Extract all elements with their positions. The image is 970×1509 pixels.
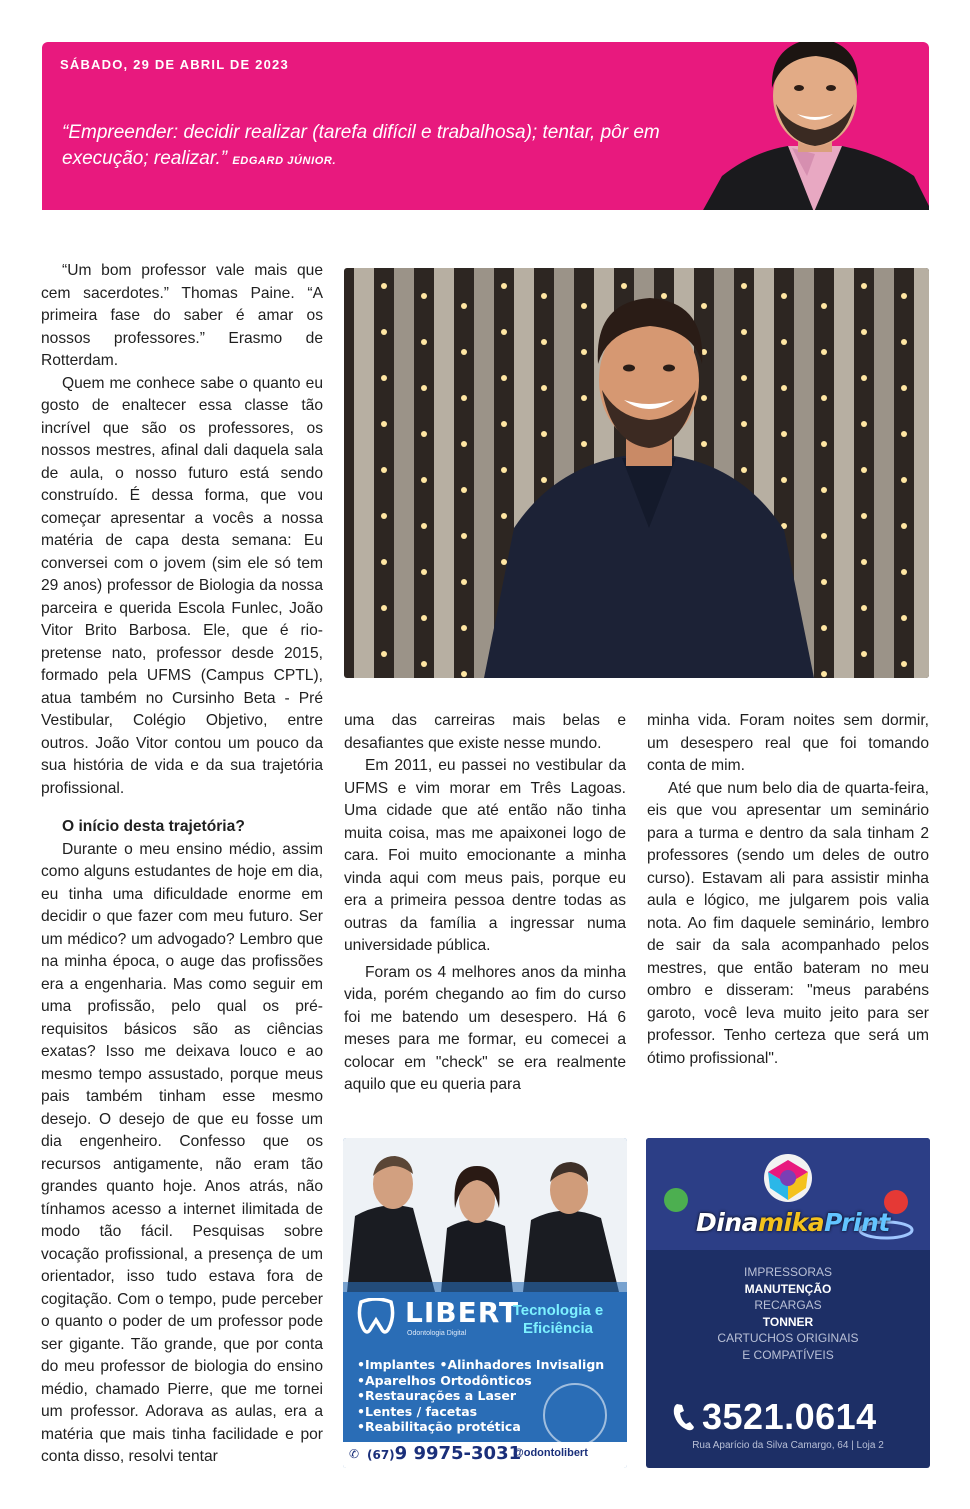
string-light [381, 329, 387, 335]
whatsapp-icon: ✆ [349, 1447, 360, 1461]
service-item: •Implantes •Alinhadores Invisalign [357, 1357, 605, 1372]
string-light [541, 431, 547, 437]
service-item: TONNER [762, 1314, 814, 1329]
article-paragraph: Durante o meu ensino médio, assim como alguns estudantes de hoje em dia, eu tinha uma dificuldade enorme em decidir o que fazer com meu futuro. Ser um médico? um advogado? Lembro que na minha época, o auge das profissões era a engenharia. Mas como seguir em uma profissão, pelo qual os pré-requisitos básicos são as ciências exatas? Isso me deixava louco e ao mesmo tempo assustado, porque meus pais também tinham esse mesmo desejo. O desejo de que eu fosse um dia engenheiro. Confesso que os recursos antigamente, não eram tão grandes quanto hoje. Anos atrás, não tínhamos acesso a internet ilimitada de modo tão fácil. Pesquisas sobre vocação profissional, a presença de um orientador, isso tudo estava fora de cogitação. Com o tempo, pude perceber o quanto o poder de um professor pode ser gigante. Tão grande, que por conta do meu professor de biologia do ensino médio, chamado Pierre, que me tornei um professor. Adorava as aulas, era a matéria que mais tinha facilidade e por conta disso, resolvi tentar [41, 840, 323, 1465]
string-light [861, 559, 867, 565]
string-light [741, 375, 747, 381]
string-light [381, 375, 387, 381]
string-light [381, 467, 387, 473]
article-paragraph: uma das carreiras mais belas e desafiantes que existe nesse mundo. [344, 712, 626, 752]
string-light [541, 385, 547, 391]
service-item: •Lentes / facetas [357, 1403, 478, 1419]
string-light [821, 303, 827, 309]
string-light [501, 513, 507, 519]
string-light [501, 329, 507, 335]
phone-icon [672, 1402, 696, 1432]
string-light [821, 395, 827, 401]
string-light [421, 523, 427, 529]
dinamika-address: Rua Aparício da Silva Camargo, 64 | Loja 2 [692, 1440, 884, 1451]
service-item: MANUTENÇÃO [744, 1281, 832, 1296]
string-light [461, 579, 467, 585]
string-light [861, 329, 867, 335]
article-subheading: O início desta trajetória? [62, 818, 245, 835]
string-light [741, 421, 747, 427]
string-light [581, 349, 587, 355]
string-light [421, 569, 427, 575]
string-light [541, 293, 547, 299]
string-light [421, 477, 427, 483]
article-paragraph: minha vida. Foram noites sem dormir, um desespero real que foi tomando conta de mim. [647, 712, 929, 774]
libert-services-list [357, 1357, 604, 1435]
string-light [461, 395, 467, 401]
string-light [381, 283, 387, 289]
string-light [381, 559, 387, 565]
string-light [781, 431, 787, 437]
article-paragraph: Quem me conhece sabe o quanto eu gosto de enaltecer essa classe tão incrível que são os professores, os nossos mestres, afinal dali daquela sala de aula, o nosso futuro está sendo construído. É dessa forma, que vou começar apresentar a vocês a nossa matéria de capa desta semana: Eu conversei com o jovem (sim ele só tem 29 anos) professor de Biologia da nossa parceira e querida Escola Funlec, João Vitor Brito Barbosa. Ele, que é rio-pretense nato, professor desde 2015, formado pela UFMS (Campus CPTL), atua também no Cursinho Beta - Pré Vestibular, Colégio Objetivo, entre outros. João Vitor contou um pouco da sua história de vida e da sua trajetória profissional. [41, 374, 323, 797]
string-light [861, 375, 867, 381]
libert-advertisement[interactable] [343, 1138, 627, 1468]
string-light [421, 385, 427, 391]
paragraph-gap [41, 800, 323, 816]
string-light [821, 349, 827, 355]
string-light [901, 661, 907, 667]
string-light [781, 477, 787, 483]
string-light [901, 615, 907, 621]
string-light [821, 441, 827, 447]
dinamika-services-list [646, 1264, 930, 1363]
string-light [901, 431, 907, 437]
curtain-stripe [434, 268, 454, 678]
string-light [741, 467, 747, 473]
string-light [501, 283, 507, 289]
string-light [821, 671, 827, 677]
string-light [501, 559, 507, 565]
publication-date: SÁBADO, 29 DE ABRIL DE 2023 [60, 57, 289, 72]
string-light [381, 513, 387, 519]
string-light [421, 615, 427, 621]
string-light [581, 303, 587, 309]
string-light [581, 395, 587, 401]
string-light [781, 385, 787, 391]
string-light [861, 467, 867, 473]
service-item: •Aparelhos Ortodônticos [357, 1372, 532, 1388]
string-light [781, 293, 787, 299]
string-light [861, 421, 867, 427]
string-light [901, 293, 907, 299]
string-light [741, 329, 747, 335]
string-light [821, 579, 827, 585]
libert-social-handle[interactable]: @odontolibert [513, 1447, 588, 1459]
string-light [901, 385, 907, 391]
string-light [461, 349, 467, 355]
string-light [901, 523, 907, 529]
curtain-stripe [354, 268, 374, 678]
libert-tagline: Tecnologia e Eficiência [512, 1302, 604, 1337]
string-light [821, 533, 827, 539]
dinamika-phone[interactable]: 3521.0614 [702, 1396, 877, 1437]
libert-brand-subtitle: Odontologia Digital [407, 1330, 467, 1337]
quote-text: “Empreender: decidir realizar (tarefa difícil e trabalhosa); tentar, pôr em execução; realizar.” [62, 122, 660, 169]
service-item: RECARGAS [754, 1298, 822, 1312]
string-light [701, 395, 707, 401]
string-light [501, 375, 507, 381]
service-item: IMPRESSORAS [743, 1265, 833, 1279]
string-light [421, 339, 427, 345]
libert-phone-prefix: (67) [367, 1448, 395, 1462]
libert-phone-number: 9 9975-3031 [394, 1443, 522, 1464]
string-light [501, 421, 507, 427]
columnist-portrait [692, 42, 929, 210]
article-column-1 [41, 260, 323, 1469]
libert-logo-icon [355, 1298, 397, 1338]
string-light [461, 441, 467, 447]
libert-phone[interactable] [367, 1443, 521, 1464]
string-light [901, 477, 907, 483]
string-light [461, 533, 467, 539]
article-paragraph: Foram os 4 melhores anos da minha vida, porém chegando ao fim do curso foi me batendo um desespero. Há 6 meses para me formar, eu comecei a colocar em "check" se era realmente aquilo que eu queria para [344, 963, 626, 1093]
string-light [381, 421, 387, 427]
service-item: E COMPATÍVEIS [742, 1347, 834, 1362]
column-header [42, 42, 929, 210]
string-light [821, 487, 827, 493]
libert-contact-bar[interactable] [343, 1442, 627, 1468]
string-light [741, 283, 747, 289]
dental-team-photo [343, 1138, 627, 1292]
curtain-stripe [474, 268, 494, 678]
string-light [501, 467, 507, 473]
article-column-3 [647, 710, 929, 1070]
article-column-2 [344, 710, 626, 1097]
string-light [781, 339, 787, 345]
dinamika-brand-name [696, 1208, 890, 1237]
dinamika-print-advertisement[interactable] [646, 1138, 930, 1468]
string-light [701, 303, 707, 309]
brand-part: Print [824, 1208, 890, 1237]
string-light [661, 293, 667, 299]
interviewee-photo [344, 268, 929, 678]
string-light [421, 293, 427, 299]
string-light [701, 441, 707, 447]
string-light [461, 303, 467, 309]
curtain-stripe [874, 268, 894, 678]
string-light [861, 283, 867, 289]
string-light [621, 283, 627, 289]
curtain-stripe [394, 268, 414, 678]
curtain-stripe [914, 268, 929, 678]
string-light [421, 661, 427, 667]
article-paragraph: Em 2011, eu passei no vestibular da UFMS e vim morar em Três Lagoas. Uma cidade que até então não tinha muita coisa, mas me apaixonei logo de cara. Foi muito emocionante a minha vinda aqui com meus pais, porque eu era a primeira pessoa dentre todas as outras da família a ingressar numa universidade pública. [344, 757, 626, 954]
string-light [461, 487, 467, 493]
string-light [461, 671, 467, 677]
service-item: •Reabilitação protética [357, 1419, 521, 1434]
string-light [541, 477, 547, 483]
brand-part: Dina [696, 1208, 758, 1237]
string-light [861, 651, 867, 657]
string-light [861, 513, 867, 519]
header-quote [62, 120, 672, 174]
string-light [541, 339, 547, 345]
brand-part: mika [758, 1208, 825, 1237]
string-light [901, 569, 907, 575]
string-light [461, 625, 467, 631]
string-light [821, 625, 827, 631]
string-light [861, 605, 867, 611]
string-light [381, 651, 387, 657]
string-light [901, 339, 907, 345]
service-item: CARTUCHOS ORIGINAIS [717, 1331, 859, 1345]
string-light [381, 605, 387, 611]
curtain-stripe [834, 268, 854, 678]
string-light [421, 431, 427, 437]
string-light [581, 441, 587, 447]
article-paragraph: “Um bom professor vale mais que cem sacerdotes.” Thomas Paine. “A primeira fase do saber é amar os nossos professores.” Erasmo de Rotterdam. [41, 262, 323, 369]
quote-author: EDGARD JÚNIOR. [232, 155, 337, 167]
service-item: •Restaurações a Laser [357, 1388, 516, 1403]
libert-brand-name: LIBERT [405, 1296, 520, 1329]
article-paragraph: Até que num belo dia de quarta-feira, eis que vou apresentar um seminário para a turma e dentro da sala tinham 2 professores (sendo um deles de outro curso). Estavam ali para assistir minha aula e lógico, me julgarem pois valia nota. Ao fim daquele seminário, lembro de sair da sala acompanhado pelos mestres, que então bateram no meu ombro e disseram: "meus parabéns garoto, você leva muito jeito para ser professor. Tenho certeza que será um ótimo profissional". [647, 779, 929, 1067]
